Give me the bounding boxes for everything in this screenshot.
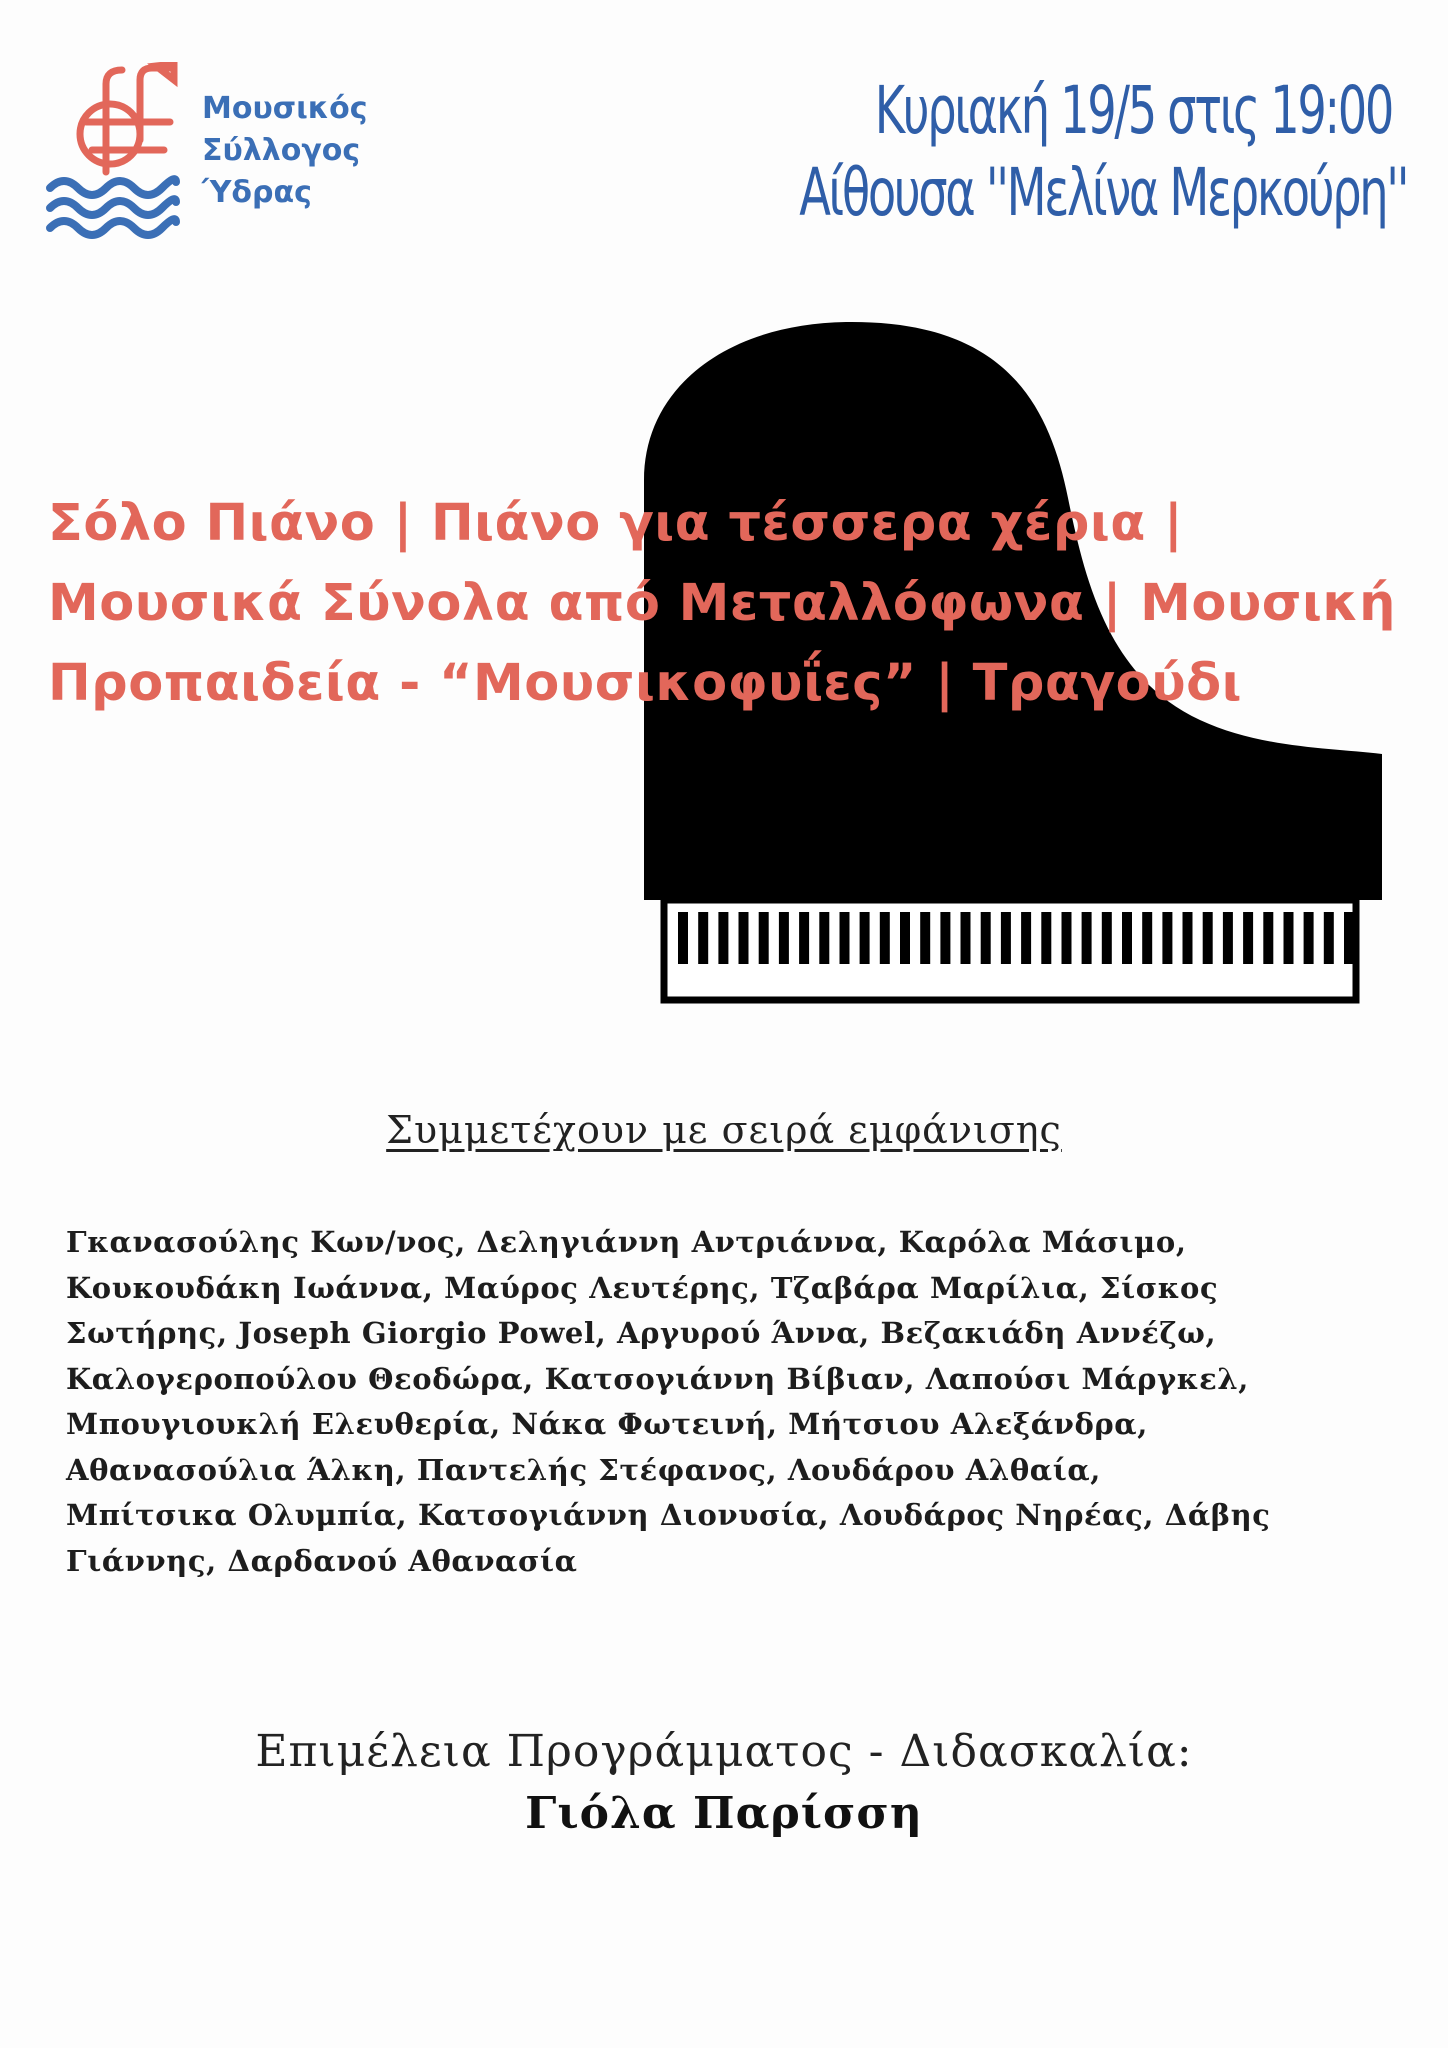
horn-and-waves-icon [46, 62, 196, 242]
headline-line: Σόλο Πιάνο | Πιάνο για τέσσερα χέρια | [48, 494, 1184, 553]
piano-key [1324, 912, 1334, 964]
piano-key [1142, 912, 1152, 964]
piano-key [1162, 912, 1172, 964]
participants-line: Καλογεροπούλου Θεοδώρα, Κατσογιάννη Βίβιαν, Λαπούσι Μάργκελ, [66, 1361, 1249, 1396]
credits-label: Επιμέλεια Προγράμματος - Διδασκαλία: [255, 1726, 1193, 1777]
headline-line: Μουσικά Σύνολα από Μεταλλόφωνα | Μουσική [48, 574, 1396, 633]
piano-key [940, 912, 950, 964]
participants-line: Γιάννης, Δαρδανού Αθανασία [66, 1543, 578, 1578]
piano-key [1082, 912, 1092, 964]
organizer-logo [46, 62, 386, 242]
piano-key [718, 912, 728, 964]
piano-key [1284, 912, 1294, 964]
participants-line: Μπίτσικα Ολυμπία, Κατσογιάννη Διονυσία, Λουδάρος Νηρέας, Δάβης [66, 1498, 1271, 1532]
participants-line: Αθανασούλια Άλκη, Παντελής Στέφανος, Λουδάρου Αλθαία, [66, 1452, 1101, 1487]
event-datetime: Κυριακή 19/5 στις 19:00 [874, 72, 1392, 149]
piano-key [678, 912, 688, 964]
piano-key [1263, 912, 1273, 964]
headline-line: Προπαιδεία - “Μουσικοφυΐες” | Τραγούδι [48, 654, 1243, 713]
piano-key [759, 912, 769, 964]
participants-line: Γκανασούλης Κων/νος, Δεληγιάννη Αντριάννα, Καρόλα Μάσιμο, [66, 1225, 1187, 1259]
piano-key [1001, 912, 1011, 964]
piano-key [1122, 912, 1132, 964]
piano-key [900, 912, 910, 964]
piano-key [1223, 912, 1233, 964]
piano-key [981, 912, 991, 964]
piano-key [739, 912, 749, 964]
piano-key [1304, 912, 1314, 964]
piano-key [920, 912, 930, 964]
participants-list [66, 1220, 1406, 1584]
piano-key [1062, 912, 1072, 964]
piano-key [779, 912, 789, 964]
program-headline [48, 484, 1438, 724]
piano-key [840, 912, 850, 964]
participants-line: Σωτήρης, Joseph Giorgio Powel, Αργυρού Άννα, Βεζακιάδη Αννέζω, [66, 1316, 1217, 1350]
piano-key [1344, 912, 1354, 964]
piano-key [1041, 912, 1051, 964]
piano-key [799, 912, 809, 964]
logo-line: Σύλλογος [202, 133, 361, 168]
event-venue: Αίθουσα ''Μελίνα Μερκούρη'' [799, 154, 1408, 231]
piano-key [880, 912, 890, 964]
piano-key [961, 912, 971, 964]
piano-key [1183, 912, 1193, 964]
piano-key [819, 912, 829, 964]
participants-line: Κουκουδάκη Ιωάννα, Μαύρος Λευτέρης, Τζαβάρα Μαρίλια, Σίσκος [66, 1270, 1219, 1305]
piano-key [1102, 912, 1112, 964]
piano-key [1021, 912, 1031, 964]
logo-line: Μουσικός [202, 91, 368, 126]
piano-key [1203, 912, 1213, 964]
credits-name: Γιόλα Παρίσση [525, 1788, 923, 1839]
piano-key [698, 912, 708, 964]
piano-key [860, 912, 870, 964]
logo-line: Ύδρας [202, 175, 312, 210]
event-info [799, 70, 1408, 234]
participants-heading: Συμμετέχουν με σειρά εμφάνισης [386, 1108, 1062, 1152]
participants-line: Μπουγιουκλή Ελευθερία, Νάκα Φωτεινή, Μήτσιου Αλεξάνδρα, [66, 1407, 1148, 1441]
piano-key [1243, 912, 1253, 964]
organizer-name [202, 88, 367, 214]
